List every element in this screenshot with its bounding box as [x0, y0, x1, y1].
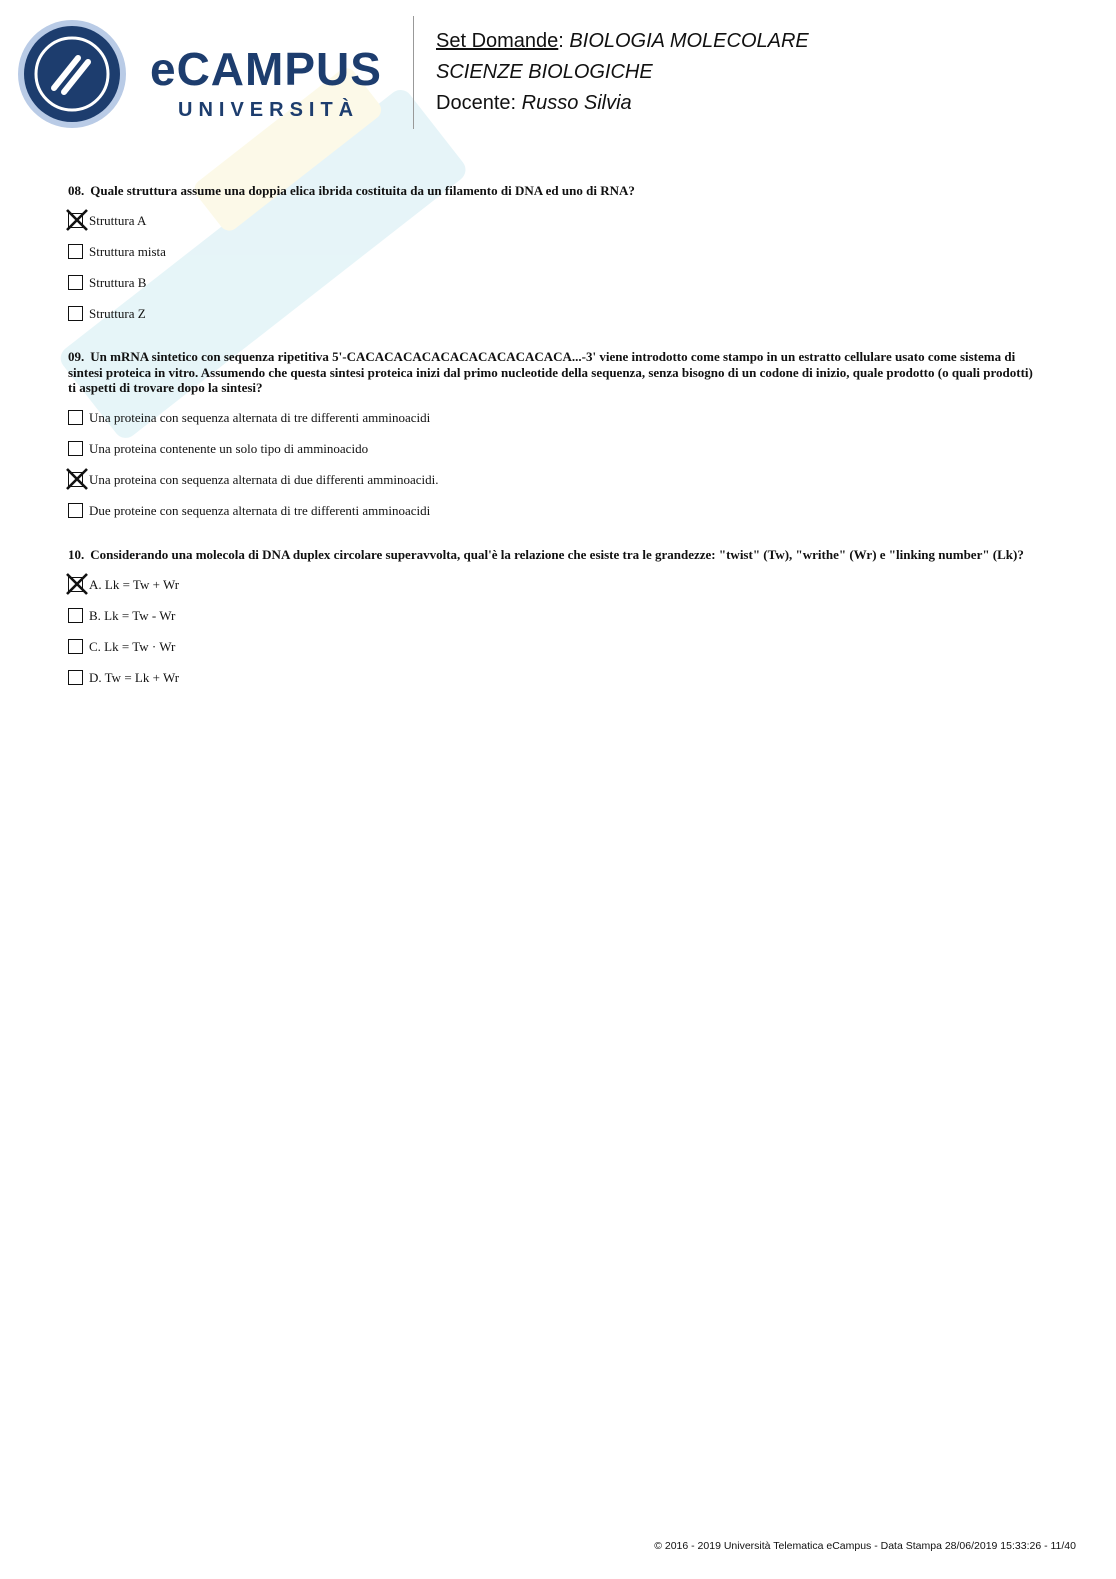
answer-label: Struttura Z — [89, 305, 146, 321]
answer-checkbox[interactable] — [68, 608, 83, 623]
set-line: Set Domande: BIOLOGIA MOLECOLARE — [436, 30, 809, 52]
answer-option[interactable] — [68, 410, 1038, 441]
check-x-icon — [65, 208, 89, 232]
logo-brand-text: eCAMPUS — [150, 43, 382, 95]
answer-option[interactable] — [68, 577, 1038, 608]
set-value: BIOLOGIA MOLECOLARE — [569, 30, 809, 52]
question-body: Un mRNA sintetico con sequenza ripetitiva 5'-CACACACACACACACACACACACA...-3' viene introdotto come stampo in un estratto cellulare usato come sistema di sintesi proteica in vitro. Assumendo che questa sintesi proteica inizi dal primo nucleotide della sequenza, senza bisogno di un codone di inizio, quale prodotto (o quali prodotti) ti aspetti di trovare dopo la sintesi? — [68, 349, 1033, 395]
answer-checkbox[interactable] — [68, 244, 83, 259]
answer-checkbox[interactable] — [68, 639, 83, 654]
answer-option[interactable] — [68, 472, 1038, 503]
question-08 — [68, 183, 1038, 337]
question-body: Considerando una molecola di DNA duplex circolare superavvolta, qual'è la relazione che esiste tra le grandezze: "twist" (Tw), "writhe" (Wr) e "linking number" (Lk)? — [90, 547, 1024, 562]
answer-checkbox[interactable] — [68, 410, 83, 425]
answer-option[interactable] — [68, 244, 1038, 275]
answer-checkbox[interactable] — [68, 670, 83, 685]
set-label: Set Domande — [436, 30, 559, 52]
logo-brand-subtext: UNIVERSITÀ — [178, 99, 360, 121]
answer-option[interactable] — [68, 441, 1038, 472]
answer-checkbox[interactable] — [68, 306, 83, 321]
question-number: 08. — [68, 183, 85, 198]
question-text — [68, 547, 1038, 563]
question-number: 10. — [68, 547, 85, 562]
question-number: 09. — [68, 349, 85, 364]
answer-checkbox[interactable] — [68, 441, 83, 456]
question-body: Quale struttura assume una doppia elica ibrida costituita da un filamento di DNA ed uno di RNA? — [90, 183, 635, 198]
question-09 — [68, 349, 1038, 534]
answer-option[interactable] — [68, 503, 1038, 534]
answer-label: Una proteina con sequenza alternata di due differenti amminoacidi. — [89, 471, 439, 487]
course-name: SCIENZE BIOLOGICHE — [436, 61, 653, 83]
answer-label: B. Lk = Tw - Wr — [89, 607, 176, 623]
course-line — [436, 57, 809, 88]
answer-label: Una proteina contenente un solo tipo di amminoacido — [89, 440, 369, 456]
header-info — [436, 26, 809, 119]
check-x-icon — [65, 572, 89, 596]
answer-label: Una proteina con sequenza alternata di tre differenti amminoacidi — [89, 409, 431, 425]
check-x-icon — [65, 467, 89, 491]
answer-option[interactable] — [68, 670, 1038, 701]
question-10 — [68, 547, 1038, 701]
answer-checkbox[interactable] — [68, 275, 83, 290]
answer-label: Struttura B — [89, 274, 147, 290]
teacher-label: Docente — [436, 92, 511, 114]
page-footer: © 2016 - 2019 Università Telematica eCampus - Data Stampa 28/06/2019 15:33:26 - 11/40 — [654, 1540, 1076, 1552]
answer-label: A. Lk = Tw + Wr — [89, 576, 180, 592]
answer-label: D. Tw = Lk + Wr — [89, 669, 180, 685]
answer-label: C. Lk = Tw · Wr — [89, 638, 176, 654]
answer-label: Due proteine con sequenza alternata di tre differenti amminoacidi — [89, 502, 431, 518]
answer-option[interactable] — [68, 608, 1038, 639]
answer-label: Struttura mista — [89, 243, 166, 259]
answer-option[interactable] — [68, 639, 1038, 670]
answer-option[interactable] — [68, 306, 1038, 337]
teacher-line: Docente: Russo Silvia — [436, 92, 632, 114]
question-text — [68, 183, 1038, 199]
answer-checkbox[interactable] — [68, 503, 83, 518]
answer-option[interactable] — [68, 275, 1038, 306]
question-text — [68, 349, 1038, 396]
answer-option[interactable] — [68, 213, 1038, 244]
answer-label: Struttura A — [89, 212, 147, 228]
teacher-name: Russo Silvia — [521, 92, 632, 114]
header-divider — [413, 16, 414, 129]
ecampus-seal-logo — [16, 18, 128, 130]
